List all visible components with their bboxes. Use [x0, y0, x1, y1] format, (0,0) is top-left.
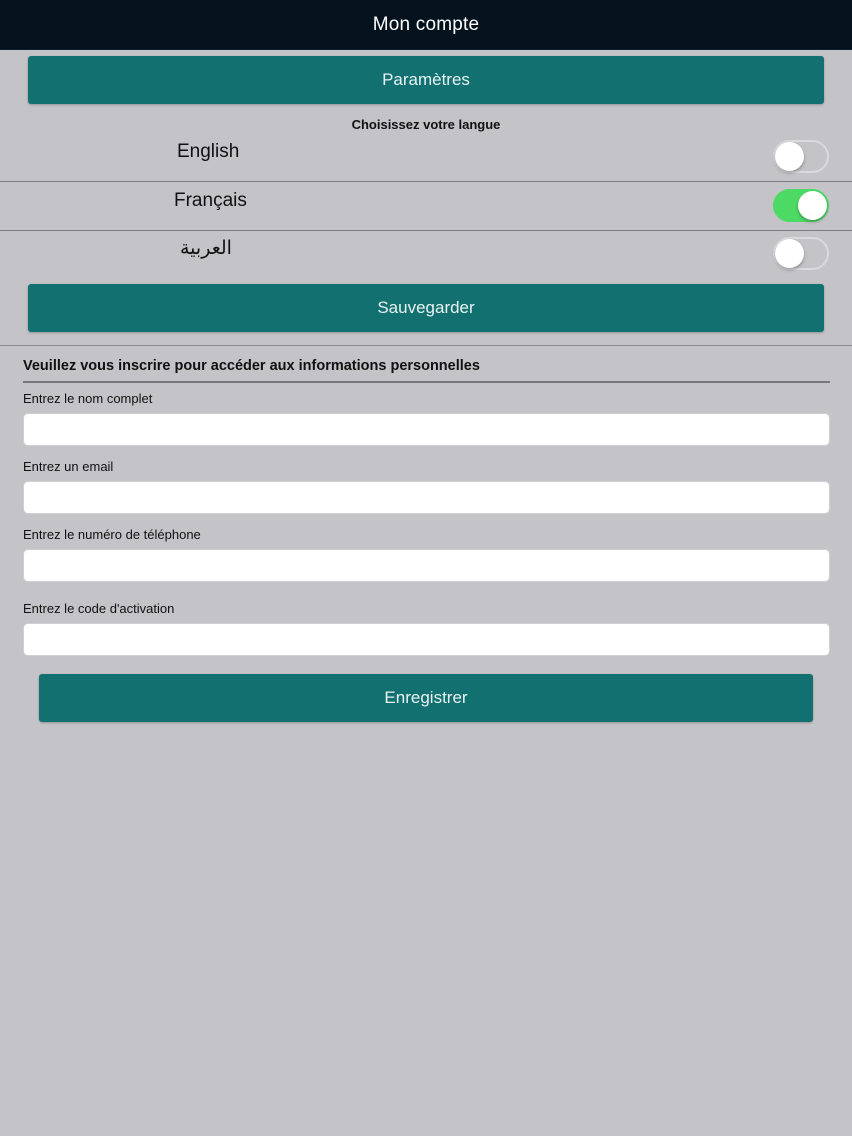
activation-code-label: Entrez le code d'activation [23, 601, 175, 616]
registration-heading: Veuillez vous inscrire pour accéder aux informations personnelles [23, 358, 480, 374]
phone-input[interactable] [23, 549, 830, 582]
email-label: Entrez un email [23, 459, 114, 474]
full-name-input[interactable] [23, 413, 830, 446]
page-title: Mon compte [372, 13, 480, 35]
language-row-arabic [0, 231, 852, 280]
heading-underline [23, 381, 830, 383]
save-button[interactable]: Sauvegarder [28, 284, 824, 332]
language-label-english: English [177, 141, 240, 162]
full-name-label: Entrez le nom complet [23, 391, 153, 406]
choose-language-caption: Choisissez votre langue [351, 117, 501, 132]
register-button[interactable]: Enregistrer [39, 674, 813, 722]
parametres-button[interactable]: Paramètres [28, 56, 824, 104]
activation-code-input[interactable] [23, 623, 830, 656]
language-row-francais [0, 182, 852, 231]
toggle-knob [798, 191, 827, 220]
phone-label: Entrez le numéro de téléphone [23, 527, 201, 542]
toggle-arabic[interactable] [773, 237, 829, 270]
language-row-english [0, 133, 852, 182]
section-divider [0, 345, 852, 346]
toggle-english[interactable] [773, 140, 829, 173]
navbar [0, 0, 852, 50]
email-input[interactable] [23, 481, 830, 514]
language-label-francais: Français [174, 190, 247, 211]
toggle-francais[interactable] [773, 189, 829, 222]
toggle-knob [775, 239, 804, 268]
toggle-knob [775, 142, 804, 171]
language-label-arabic: العربية [180, 238, 232, 259]
